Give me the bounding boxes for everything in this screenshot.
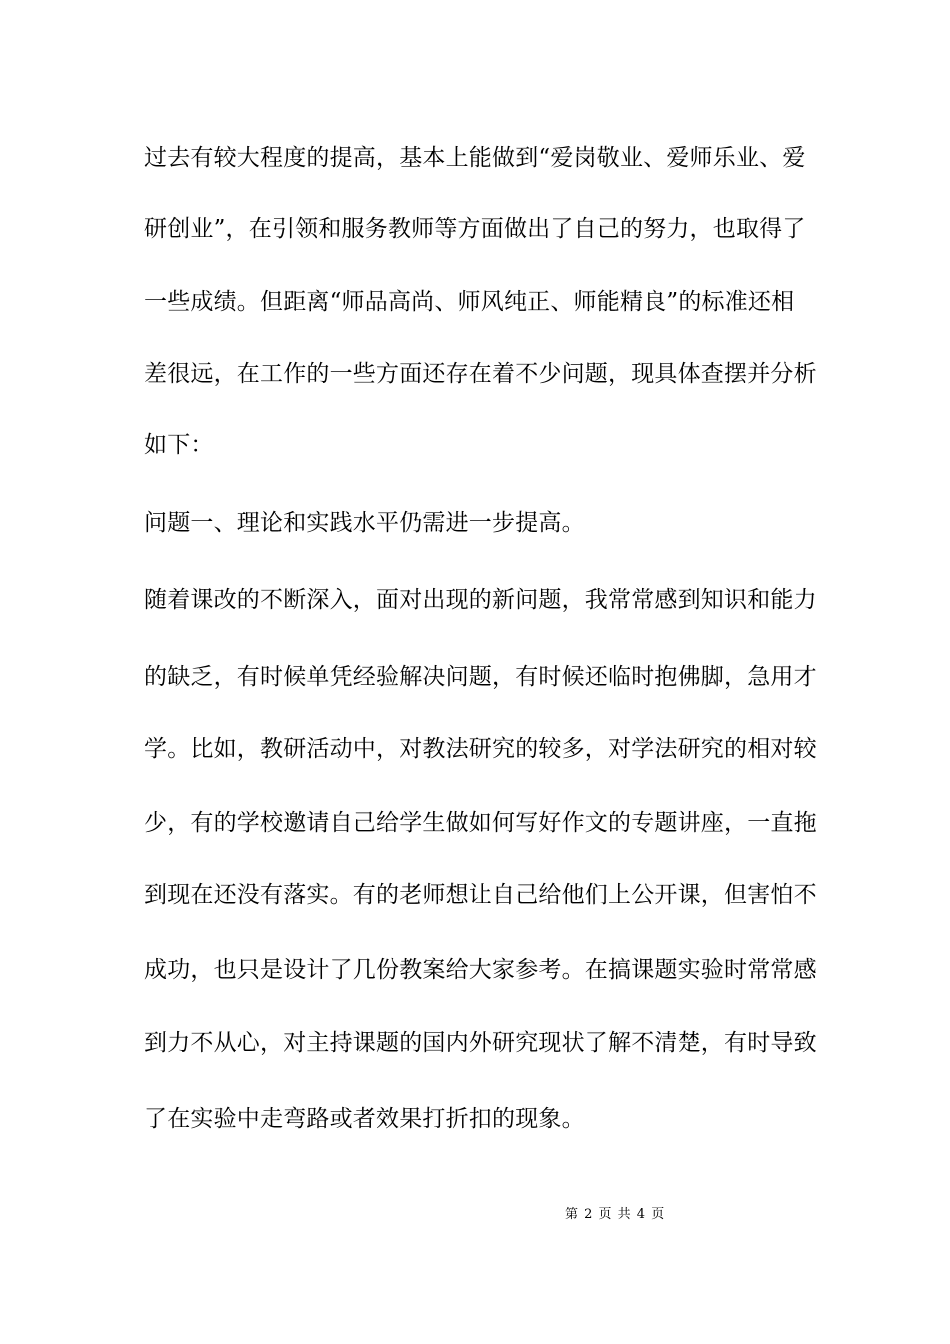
paragraph-line: 研创业”，在引领和服务教师等方面做出了自己的努力，也取得了: [144, 216, 806, 242]
page-number-footer: 第 2 页 共 4 页: [565, 1207, 666, 1222]
paragraph-line: 到现在还没有落实。有的老师想让自己给他们上公开课，但害怕不: [144, 882, 817, 908]
paragraph-line: 成功，也只是设计了几份教案给大家参考。在搞课题实验时常常感: [144, 957, 817, 983]
paragraph-line: 到力不从心，对主持课题的国内外研究现状了解不清楚，有时导致: [144, 1030, 817, 1056]
paragraph-line: 差很远，在工作的一些方面还存在着不少问题，现具体查摆并分析: [144, 361, 817, 387]
paragraph-line: 如下：: [144, 432, 214, 458]
paragraph-line: 的缺乏，有时候单凭经验解决问题，有时候还临时抱佛脚，急用才: [144, 664, 817, 690]
paragraph-line: 一些成绩。但距离“师品高尚、师风纯正、师能精良”的标准还相: [144, 289, 795, 315]
paragraph-line: 学。比如，教研活动中，对教法研究的较多，对学法研究的相对较: [144, 736, 817, 762]
section-heading: 问题一、理论和实践水平仍需进一步提高。: [144, 510, 585, 536]
paragraph-line: 随着课改的不断深入，面对出现的新问题，我常常感到知识和能力: [144, 587, 817, 613]
paragraph-line: 少，有的学校邀请自己给学生做如何写好作文的专题讲座，一直拖: [144, 810, 817, 836]
paragraph-line: 过去有较大程度的提高，基本上能做到“爱岗敬业、爱师乐业、爱: [144, 145, 806, 171]
paragraph-line: 了在实验中走弯路或者效果打折扣的现象。: [144, 1106, 585, 1132]
